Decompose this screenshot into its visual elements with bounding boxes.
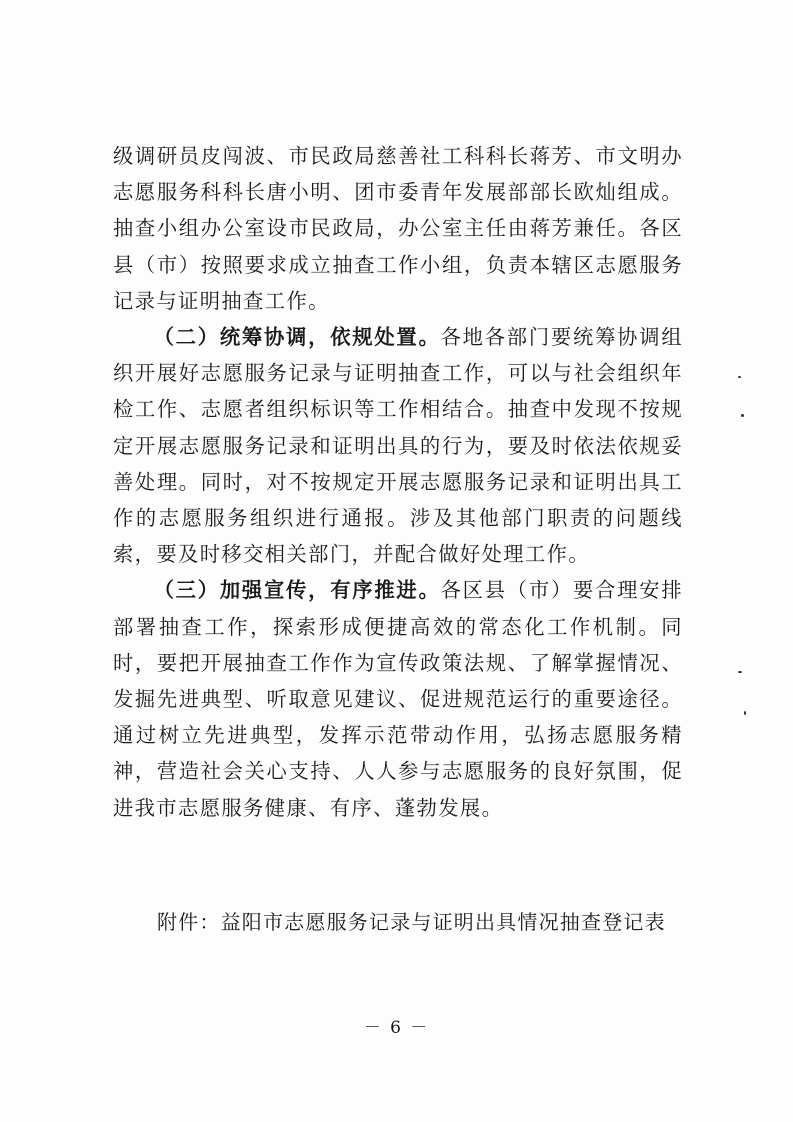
paragraph-section-2 <box>113 319 683 572</box>
scan-speck <box>738 671 742 673</box>
document-body <box>113 138 683 826</box>
page-number: － 6 － <box>363 1018 430 1038</box>
section-3-body: 各区县（市）要合理安排部署抽查工作，探索形成便捷高效的常态化工作机制。同时，要把开展抽查工作作为宣传政策法规、了解掌握情况、发掘先进典型、听取意见建议、促进规范运行的重要途径。通过树立先进典型，发挥示范带动作用，弘扬志愿服务精神，营造社会关心支持、人人参与志愿服务的良好氛围，促进我市志愿服务健康、有序、蓬勃发展。 <box>113 578 684 820</box>
scan-speck <box>744 711 746 715</box>
section-3-heading: （三）加强宣传，有序推进。 <box>153 578 441 603</box>
scan-speck <box>738 376 741 378</box>
scan-speck <box>741 414 744 417</box>
section-2-heading: （二）统筹协调，依规处置。 <box>153 325 441 350</box>
attachment-line: 附件：益阳市志愿服务记录与证明出具情况抽查登记表 <box>157 910 666 934</box>
paragraph-section-3 <box>113 572 683 825</box>
section-2-body: 各地各部门要统筹协调组织开展好志愿服务记录与证明抽查工作，可以与社会组织年检工作、志愿者组织标识等工作相结合。抽查中发现不按规定开展志愿服务记录和证明出具的行为，要及时依法依规妥善处理。同时，对不按规定开展志愿服务记录和证明出具工作的志愿服务组织进行通报。涉及其他部门职责的问题线索，要及时移交相关部门，并配合做好处理工作。 <box>113 325 684 567</box>
paragraph-intro: 级调研员皮闯波、市民政局慈善社工科科长蒋芳、市文明办志愿服务科科长唐小明、团市委青年发展部部长欧灿组成。抽查小组办公室设市民政局，办公室主任由蒋芳兼任。各区县（市）按照要求成立抽查工作小组，负责本辖区志愿服务记录与证明抽查工作。 <box>113 144 683 313</box>
